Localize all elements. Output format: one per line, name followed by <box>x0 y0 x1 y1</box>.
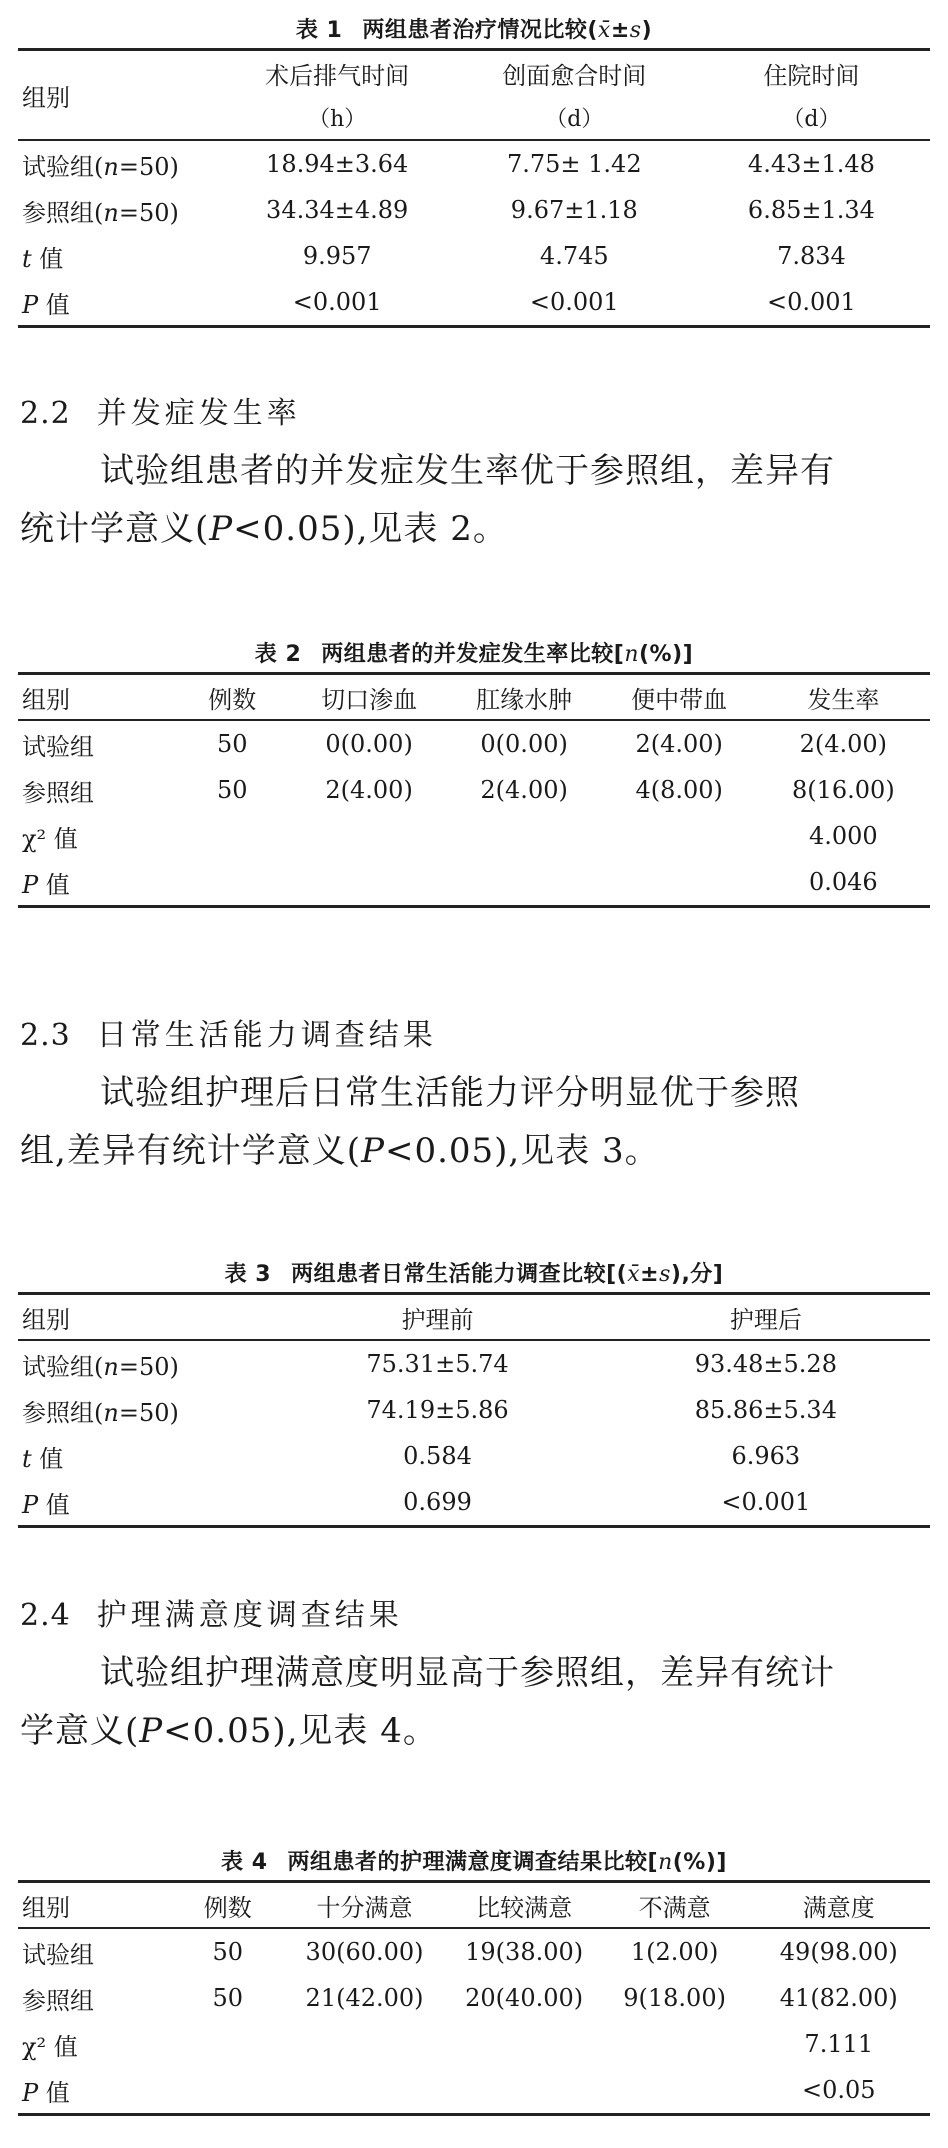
table-row: P 值 0.699 <0.001 <box>22 1488 811 1519</box>
section-paragraph-2-3: 试验组护理后日常生活能力评分明显优于参照 组,差异有统计学意义(P<0.05),见表 3。 <box>20 1073 800 1171</box>
table-3-grid <box>18 1292 930 1528</box>
section-heading-2-4: 2.4 护理满意度调查结果 <box>20 1598 403 1633</box>
section-paragraph-2-4: 试验组护理满意度明显高于参照组，差异有统计 学意义(P<0.05),见表 4。 <box>20 1653 835 1751</box>
header-unit-h: （h） <box>219 95 456 140</box>
table-row: t 值 9.957 4.745 7.834 <box>22 242 846 273</box>
table-row: 试验组 50 30(60.00) 19(38.00) 1(2.00) 49(98.00) <box>22 1938 898 1969</box>
header-satisfaction-rate: 满意度 <box>748 1882 930 1929</box>
section-heading-2-3: 2.3 日常生活能力调查结果 <box>20 1018 437 1053</box>
section-heading-2-2: 2.2 并发症发生率 <box>20 396 301 431</box>
header-incidence: 发生率 <box>757 674 930 721</box>
header-cases: 例数 <box>173 1882 282 1929</box>
header-after-care: 护理后 <box>602 1294 930 1341</box>
table-row: 试验组(n=50) 18.94±3.64 7.75± 1.42 4.43±1.48 <box>22 150 875 181</box>
table-row: 试验组(n=50) 75.31±5.74 93.48±5.28 <box>22 1350 837 1381</box>
header-unit-d2: （d） <box>693 95 930 140</box>
table-row: 参照组 50 21(42.00) 20(40.00) 9(18.00) 41(82.00) <box>22 1984 898 2015</box>
header-incision-bleeding: 切口渗血 <box>292 674 447 721</box>
table-1 <box>18 14 930 328</box>
table-row: χ² 值 7.111 <box>22 2030 874 2061</box>
header-before-care: 护理前 <box>273 1294 601 1341</box>
table-3 <box>18 1258 930 1528</box>
table-2-caption: 表 2 两组患者的并发症发生率比较[n(%)] <box>254 642 694 667</box>
header-anal-edema: 肛缘水肿 <box>447 674 602 721</box>
table-row: P 值 <0.05 <box>22 2076 876 2107</box>
header-group: 组别 <box>18 50 219 141</box>
table-2 <box>18 638 930 908</box>
table-1-grid <box>18 48 930 328</box>
header-dissatisfied: 不满意 <box>602 1882 748 1929</box>
table-row: P 值 0.046 <box>22 868 878 899</box>
section-paragraph-2-2: 试验组患者的并发症发生率优于参照组，差异有 统计学意义(P<0.05),见表 2。 <box>20 451 835 549</box>
table-2-grid <box>18 672 930 908</box>
header-fairly-satisfied: 比较满意 <box>447 1882 602 1929</box>
table-1-caption: 表 1 两组患者治疗情况比较(x̄±s) <box>295 18 653 43</box>
header-wound-healing: 创面愈合时间 <box>502 61 647 90</box>
table-4 <box>18 1846 930 2116</box>
table-3-caption: 表 3 两组患者日常生活能力调查比较[(x̄±s),分] <box>224 1262 724 1287</box>
header-very-satisfied: 十分满意 <box>282 1882 446 1929</box>
header-unit-d1: （d） <box>456 95 693 140</box>
table-row: 参照组 50 2(4.00) 2(4.00) 4(8.00) 8(16.00) <box>22 776 895 807</box>
header-group: 组别 <box>18 1882 173 1929</box>
header-group: 组别 <box>18 1294 273 1341</box>
table-4-caption: 表 4 两组患者的护理满意度调查结果比较[n(%)] <box>221 1850 727 1875</box>
header-group: 组别 <box>18 674 173 721</box>
header-cases: 例数 <box>173 674 292 721</box>
table-row: 参照组(n=50) 34.34±4.89 9.67±1.18 6.85±1.34 <box>22 196 875 227</box>
table-row: t 值 0.584 6.963 <box>22 1442 801 1473</box>
table-row: P 值 <0.001 <0.001 <0.001 <box>22 288 856 319</box>
header-exhaust-time: 术后排气时间 <box>265 61 410 90</box>
table-4-grid <box>18 1880 930 2116</box>
header-bloody-stool: 便中带血 <box>602 674 757 721</box>
table-row: χ² 值 4.000 <box>22 822 878 853</box>
table-row: 试验组 50 0(0.00) 0(0.00) 2(4.00) 2(4.00) <box>22 730 888 761</box>
header-hospital-stay: 住院时间 <box>763 61 860 90</box>
table-row: 参照组(n=50) 74.19±5.86 85.86±5.34 <box>22 1396 837 1427</box>
